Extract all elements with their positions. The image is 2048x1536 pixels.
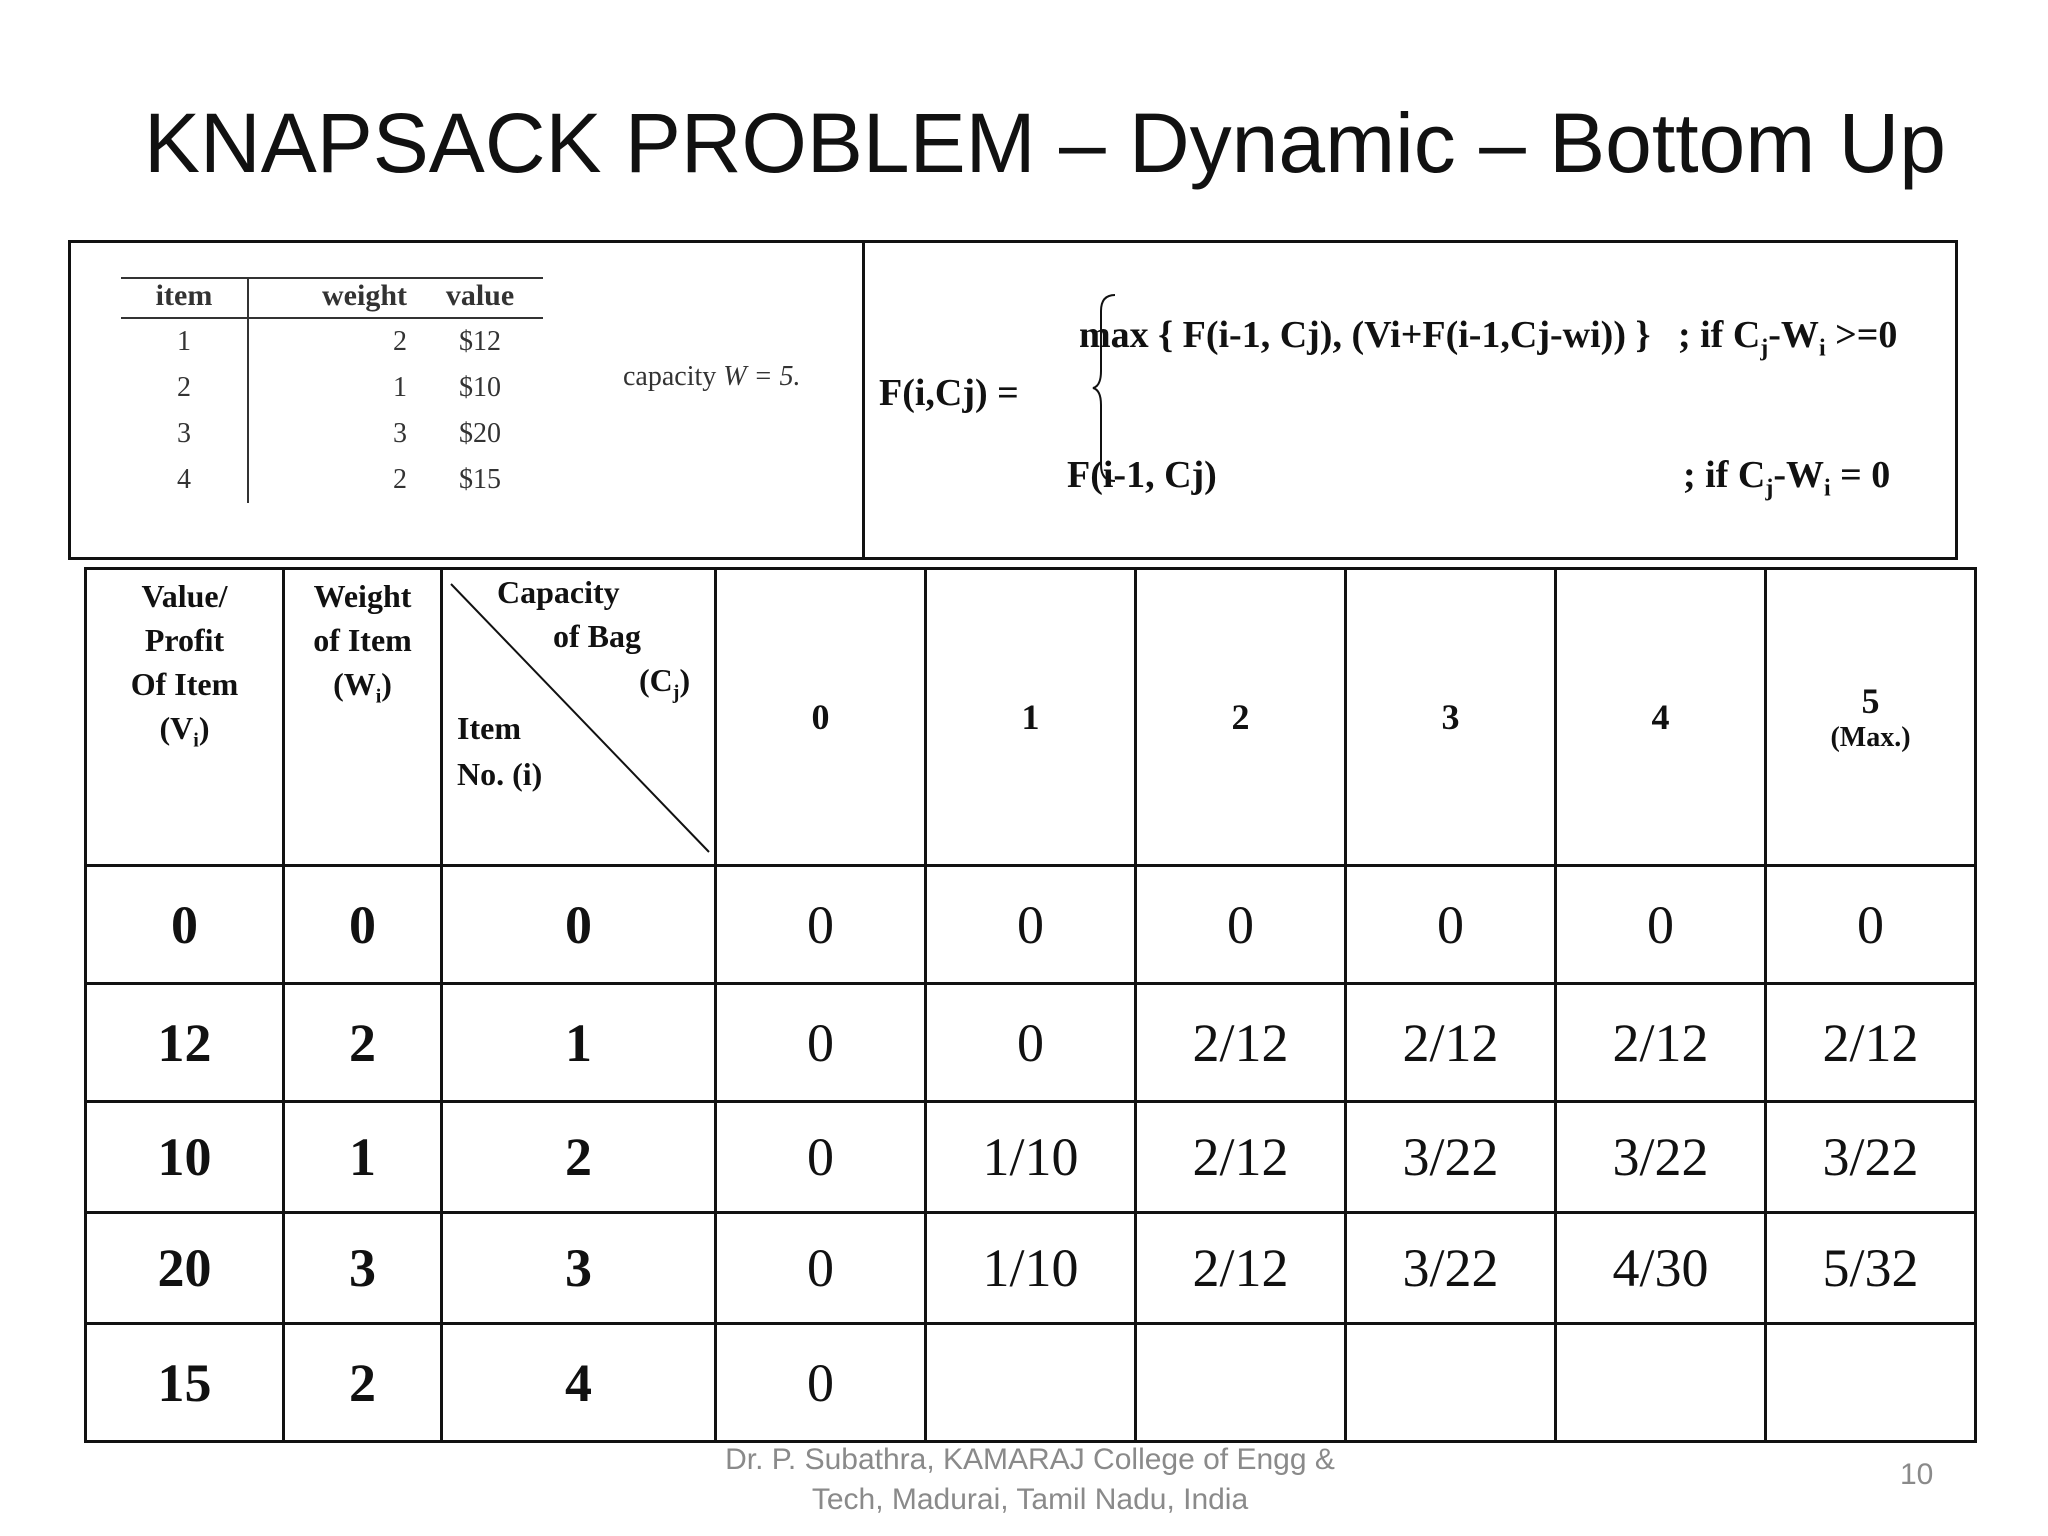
dp-cell: 3/22 xyxy=(1556,1102,1766,1213)
dp-cell: 2/12 xyxy=(1136,1213,1346,1324)
max-label: (Max.) xyxy=(1830,722,1911,753)
weight-header: weight xyxy=(248,278,417,318)
row-weight: 2 xyxy=(284,1324,442,1442)
row-weight: 1 xyxy=(284,1102,442,1213)
item-value: $10 xyxy=(459,372,501,403)
formula-case1 xyxy=(1079,313,1897,363)
item-weight: 3 xyxy=(393,418,407,449)
item-value: $12 xyxy=(459,326,501,357)
item-number: 2 xyxy=(121,365,248,411)
capacity-label: capacity xyxy=(623,361,717,392)
row-value: 20 xyxy=(86,1213,284,1324)
item-header: item xyxy=(121,278,248,318)
dp-cell: 0 xyxy=(716,1102,926,1213)
formula-lhs: F(i,Cj) = xyxy=(879,372,1019,414)
item-row xyxy=(121,457,543,503)
page-number: 10 xyxy=(1900,1458,1934,1491)
dp-cell: 0 xyxy=(716,866,926,984)
dp-cell: 4/30 xyxy=(1556,1213,1766,1324)
dp-cell: 2/12 xyxy=(1556,984,1766,1102)
dp-cell: 0 xyxy=(926,866,1136,984)
capacity-item-header: Capacity of Bag $(C_j)$ Item No. (i) xyxy=(442,569,716,866)
item-number: 1 xyxy=(121,318,248,365)
formula-case1-expr: max { F(i-1, Cj), (Vi+F(i-1,Cj-wi)) } xyxy=(1079,314,1651,356)
table-row xyxy=(86,1102,1976,1213)
dp-cell: 0 xyxy=(716,1324,926,1442)
dp-cell xyxy=(1766,1324,1976,1442)
row-item: 2 xyxy=(442,1102,716,1213)
item-weight: 2 xyxy=(393,326,407,357)
dp-cell: 0 xyxy=(1136,866,1346,984)
formula-case2-condition: ; if $C_j-W_i = 0$ xyxy=(1683,454,1891,502)
dp-cell xyxy=(1136,1324,1346,1442)
weight-column-header: Weight of Item $(W_i)$ xyxy=(284,569,442,866)
dp-cell: 0 xyxy=(1766,866,1976,984)
dp-cell xyxy=(1556,1324,1766,1442)
dp-cell: 0 xyxy=(926,984,1136,1102)
table-row xyxy=(86,984,1976,1102)
capacity-note xyxy=(623,361,801,393)
formula-case1-condition: ; if $C_j-W_i >=0$ xyxy=(1677,314,1898,362)
box-divider xyxy=(862,243,865,557)
dp-table xyxy=(84,567,1977,1443)
dp-cell: 0 xyxy=(1556,866,1766,984)
dp-cell: 0 xyxy=(716,1213,926,1324)
dp-cell: 2/12 xyxy=(1136,984,1346,1102)
capacity-4-header: 4 xyxy=(1556,569,1766,866)
row-weight: 2 xyxy=(284,984,442,1102)
capacity-3-header: 3 xyxy=(1346,569,1556,866)
formula-case2-expr: F(i-1, Cj) xyxy=(1067,454,1217,496)
row-value: 15 xyxy=(86,1324,284,1442)
item-row xyxy=(121,365,543,411)
capacity-2-header: 2 xyxy=(1136,569,1346,866)
value-column-header: Value/ Profit Of Item $(V_i)$ xyxy=(86,569,284,866)
dp-cell: 2/12 xyxy=(1136,1102,1346,1213)
item-value: $20 xyxy=(459,418,501,449)
dp-cell: 2/12 xyxy=(1766,984,1976,1102)
dp-cell: 3/22 xyxy=(1346,1102,1556,1213)
item-table-header xyxy=(121,278,543,318)
item-number: 4 xyxy=(121,457,248,503)
item-row xyxy=(121,411,543,457)
dp-cell: 0 xyxy=(1346,866,1556,984)
footer-credit xyxy=(700,1440,1360,1520)
row-item: 3 xyxy=(442,1213,716,1324)
footer-line-1: Dr. P. Subathra, KAMARAJ College of Engg & xyxy=(725,1443,1335,1476)
row-item: 4 xyxy=(442,1324,716,1442)
item-table xyxy=(121,277,543,503)
dp-cell: 5/32 xyxy=(1766,1213,1976,1324)
dp-cell: 3/22 xyxy=(1766,1102,1976,1213)
row-weight: 0 xyxy=(284,866,442,984)
footer-line-2: Tech, Madurai, Tamil Nadu, India xyxy=(811,1483,1249,1516)
capacity-0-header: 0 xyxy=(716,569,926,866)
item-value: $15 xyxy=(459,464,501,495)
row-item: 1 xyxy=(442,984,716,1102)
value-header: value xyxy=(417,278,543,318)
dp-cell: 1/10 xyxy=(926,1102,1136,1213)
dp-cell: 2/12 xyxy=(1346,984,1556,1102)
table-row xyxy=(86,866,1976,984)
item-number: 3 xyxy=(121,411,248,457)
dp-cell xyxy=(926,1324,1136,1442)
row-weight: 3 xyxy=(284,1213,442,1324)
table-row xyxy=(86,1324,1976,1442)
row-item: 0 xyxy=(442,866,716,984)
item-weight: 1 xyxy=(393,372,407,403)
row-value: 0 xyxy=(86,866,284,984)
capacity-1-header: 1 xyxy=(926,569,1136,866)
capacity-expr: W = 5. xyxy=(723,361,801,392)
capacity-5-header: 5 (Max.) xyxy=(1766,569,1976,866)
dp-cell: 3/22 xyxy=(1346,1213,1556,1324)
item-weight: 2 xyxy=(393,464,407,495)
table-row xyxy=(86,1213,1976,1324)
dp-cell: 1/10 xyxy=(926,1213,1136,1324)
row-value: 12 xyxy=(86,984,284,1102)
dp-cell: 0 xyxy=(716,984,926,1102)
dp-header-row xyxy=(86,569,1976,866)
dp-cell xyxy=(1346,1324,1556,1442)
item-row xyxy=(121,318,543,365)
slide-title: KNAPSACK PROBLEM – Dynamic – Bottom Up xyxy=(144,96,1946,190)
row-value: 10 xyxy=(86,1102,284,1213)
problem-box xyxy=(68,240,1958,560)
